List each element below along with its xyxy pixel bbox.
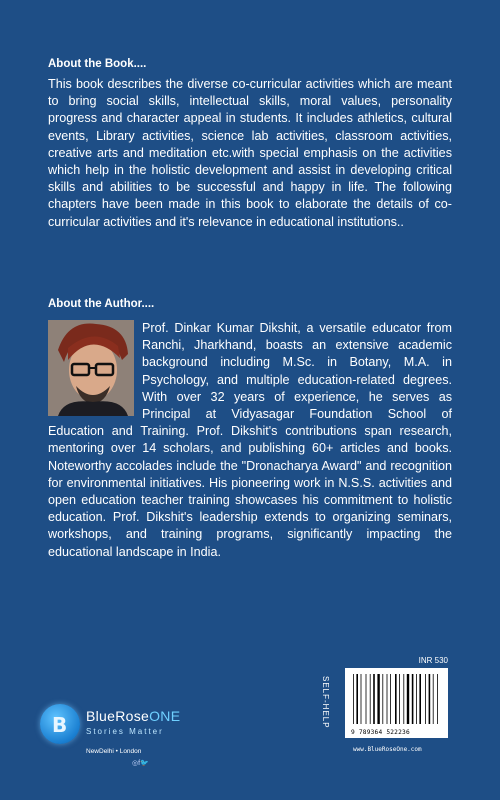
author-photo [48, 320, 134, 416]
social-icons: ◎f🐦 [132, 760, 149, 767]
category-label: SELF-HELP [321, 676, 330, 729]
publisher-website: www.BlueRoseOne.com [353, 746, 422, 753]
publisher-cities: NewDelhi • London [86, 748, 142, 755]
price-label: INR 530 [418, 656, 448, 665]
about-book-heading: About the Book.... [48, 58, 147, 70]
about-author-block [48, 320, 452, 561]
publisher-name [86, 708, 180, 724]
barcode-icon [345, 668, 448, 728]
about-author-heading: About the Author.... [48, 298, 155, 310]
publisher-logo [40, 700, 190, 770]
isbn-barcode [345, 668, 448, 738]
about-author-text: Prof. Dinkar Kumar Dikshit, a versatile educator from Ranchi, Jharkhand, boasts an extensive academic background including M.Sc. in Botany, M.A. in Psychology, and multiple education-related degrees. With over 32 years of experience, he serves as Principal at Vidyasagar Foundation School of Education and Training. Prof. Dikshit's contributions span research, mentoring over 14 scholars, and publishing 60+ articles and books. Noteworthy accolades include the "Dronacharya Award" and recognition for environmental initiatives. His pioneering work in N.S.S. activities and open education teacher training showcases his commitment to holistic education. Prof. Dikshit's leadership extends to organizing seminars, workshops, and training programs, significantly impacting the educational landscape in India. [48, 321, 452, 559]
publisher-name-part1: BlueRose [86, 708, 150, 724]
bluerose-logo-icon [40, 704, 80, 744]
publisher-name-part2: ONE [149, 708, 181, 724]
about-book-text: This book describes the diverse co-curricular activities which are meant to bring social skills, intellectual skills, moral values, personality progress and character appeal in students. It includes athletics, cultural events, Library activities, science lab activities, classroom activities, creative arts and meditation etc.with special emphasis on the activities which help in the holistic development and assist in developing critical skills and abilities to be successful and happy in life. The following chapters have been made in this book to elaborate the details of co-curricular activities and it's relevance in educational institutions.. [48, 77, 452, 229]
logo-letter: B [52, 713, 68, 737]
publisher-tagline: Stories Matter [86, 727, 164, 736]
isbn-number: 9 789364 522236 [351, 729, 410, 736]
